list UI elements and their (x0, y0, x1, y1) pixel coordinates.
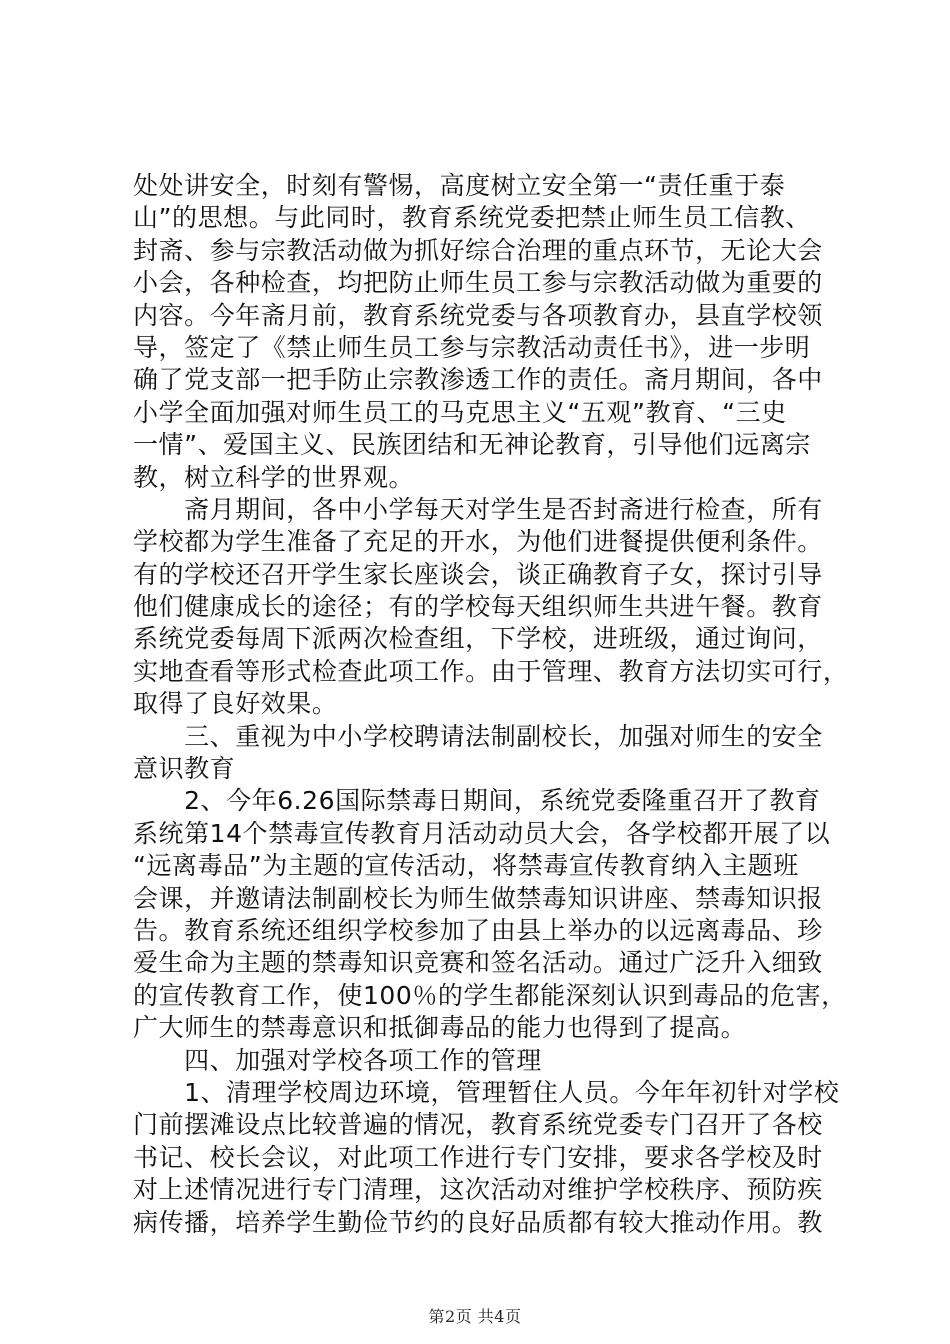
text-line: 书记、校长会议，对此项工作进行专门安排，要求各学校及时 (133, 1142, 823, 1172)
text-line: 的宣传教育工作，使100％的学生都能深刻认识到毒品的危害， (133, 980, 847, 1010)
text-line: 告。教育系统还组织学校参加了由县上举办的以远离毒品、珍 (133, 915, 823, 945)
text-line: 有的学校还召开学生家长座谈会，谈正确教育子女，探讨引导 (133, 559, 823, 589)
text-line: “远离毒品”为主题的宣传活动，将禁毒宣传教育纳入主题班 (133, 851, 799, 881)
body-text (133, 170, 849, 1239)
text-line: 处处讲安全，时刻有警惕，高度树立安全第一“责任重于泰 (133, 171, 786, 200)
text-line: 学校都为学生准备了充足的开水，为他们进餐提供便利条件。 (133, 527, 823, 557)
text-line: 实地查看等形式检查此项工作。由于管理、教育方法切实可行， (133, 656, 849, 686)
text-line: 广大师生的禁毒意识和抵御毒品的能力也得到了提高。 (133, 1013, 747, 1043)
text-line: 教，树立科学的世界观。 (133, 462, 415, 492)
page-footer: 第2页 共4页 (428, 1307, 522, 1326)
text-line: 系统第14个禁毒宣传教育月活动动员大会，各学校都开展了以 (133, 818, 831, 848)
text-line: 门前摆滩设点比较普遍的情况，教育系统党委专门召开了各校 (133, 1110, 823, 1140)
text-line: 小会，各种检查，均把防止师生员工参与宗教活动做为重要的 (133, 268, 823, 298)
text-line: 会课，并邀请法制副校长为师生做禁毒知识讲座、禁毒知识报 (133, 883, 823, 913)
text-line: 小学全面加强对师生员工的马克思主义“五观”教育、“三史 (133, 397, 787, 427)
text-line: 爱生命为主题的禁毒知识竞赛和签名活动。通过广泛升入细致 (133, 948, 823, 978)
text-line: 对上述情况进行专门清理，这次活动对维护学校秩序、预防疾 (133, 1175, 823, 1205)
text-line: 他们健康成长的途径；有的学校每天组织师生共进午餐。教育 (133, 592, 823, 622)
text-line: 2、今年6.26国际禁毒日期间，系统党委隆重召开了教育 (133, 786, 821, 816)
text-line: 山”的思想。与此同时，教育系统党委把禁止师生员工信教、 (133, 203, 811, 233)
text-line: 取得了良好效果。 (133, 689, 338, 719)
text-line: 系统党委每周下派两次检查组，下学校，进班级，通过询问， (133, 624, 823, 654)
text-line: 内容。今年斋月前，教育系统党委与各项教育办，县直学校领 (133, 300, 823, 330)
text-line: 意识教育 (133, 754, 236, 784)
text-line: 封斋、参与宗教活动做为抓好综合治理的重点环节，无论大会 (133, 235, 823, 265)
text-line: 病传播，培养学生勤俭节约的良好品质都有较大推动作用。教 (133, 1207, 823, 1237)
text-line: 四、加强对学校各项工作的管理 (133, 1045, 542, 1075)
text-line: 确了党支部一把手防止宗教渗透工作的责任。斋月期间，各中 (133, 365, 823, 395)
text-line: 导，签定了《禁止师生员工参与宗教活动责任书》，进一步明 (133, 332, 811, 362)
text-line: 三、重视为中小学校聘请法制副校长，加强对师生的安全 (133, 721, 823, 751)
text-line: 一情”、爱国主义、民族团结和无神论教育，引导他们远离宗 (133, 430, 811, 460)
text-line: 斋月期间，各中小学每天对学生是否封斋进行检查，所有 (133, 494, 823, 524)
text-line: 1、清理学校周边环境，管理暂住人员。今年年初针对学校 (133, 1077, 840, 1107)
